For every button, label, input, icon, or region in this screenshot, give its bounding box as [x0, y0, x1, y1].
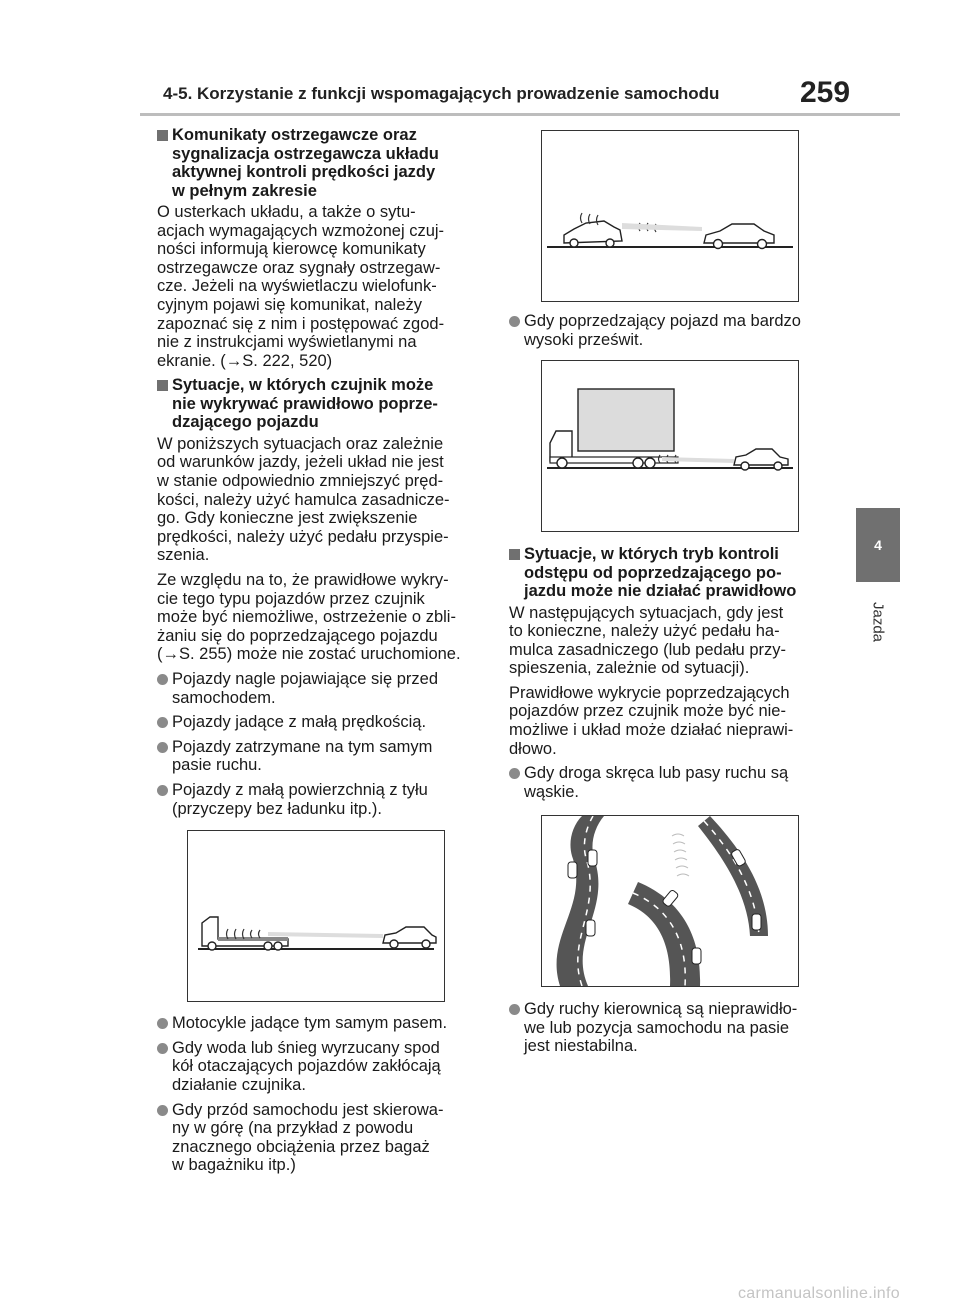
section-heading-sensor	[157, 376, 490, 432]
text-line: jazdu może nie działać prawidłowo	[524, 582, 797, 600]
chapter-tab[interactable]	[856, 508, 900, 582]
list-item	[157, 781, 490, 818]
text-line: ostrzegawcze oraz sygnały ostrzegaw-	[157, 258, 441, 277]
text-line: W poniższych sytuacjach oraz zależnie	[157, 434, 444, 453]
text-line: kół otaczających pojazdów zakłócają	[172, 1057, 441, 1076]
text-line: w bagażniku itp.)	[172, 1156, 296, 1175]
paragraph-detection	[509, 684, 829, 758]
text-line: sygnalizacja ostrzegawcza układu	[172, 144, 439, 163]
text-line: działanie czujnika.	[172, 1075, 306, 1094]
bullet-icon	[509, 316, 520, 327]
illustration-trailer	[187, 830, 445, 1002]
right-column-bottom	[509, 1000, 829, 1062]
heading-square-icon	[157, 380, 168, 391]
watermark: carmanualsonline.info	[738, 1285, 900, 1302]
text-line: Sytuacje, w których tryb kontroli	[524, 545, 779, 563]
right-column-lower	[509, 545, 829, 807]
text-line: samochodem.	[172, 688, 276, 707]
text-line: Komunikaty ostrzegawcze oraz	[172, 126, 417, 144]
text-line: Ze względu na to, że prawidłowe wykry-	[157, 571, 449, 589]
text-line: ekranie. (→S. 222, 520)	[157, 351, 333, 370]
text-line: szenia.	[157, 546, 210, 565]
bullet-icon	[157, 742, 168, 753]
text-line: wąskie.	[524, 782, 580, 801]
chapter-tab-label-box	[868, 592, 888, 652]
chapter-title: 4-5. Korzystanie z funkcji wspomagających prowadzenie samochodu	[163, 84, 720, 103]
text-line: ności informują kierowcę komunikaty	[157, 240, 426, 259]
text-line: Pojazdy zatrzymane na tym samym	[172, 737, 433, 756]
text-line: żaniu się do poprzedzającego pojazdu	[157, 626, 438, 645]
text-line: pojazdów przez czujnik może być nie-	[509, 702, 786, 721]
text-line: Gdy droga skręca lub pasy ruchu są	[524, 764, 789, 783]
bullet-icon	[157, 1018, 168, 1029]
text-line: cyjnym pojawi się komunikat, należy	[157, 295, 423, 314]
text-line: wysoki prześwit.	[524, 330, 644, 349]
list-item	[157, 1039, 490, 1095]
text-line: zapoznać się z nim i postępować zgod-	[157, 314, 445, 333]
text-line: acjach wymagających wzmożonej czuj-	[157, 221, 445, 240]
text-line: go. Gdy konieczne jest zwiększenie	[157, 509, 418, 528]
list-item	[157, 1014, 490, 1033]
page-number: 259	[800, 76, 851, 109]
list-item	[157, 1101, 490, 1175]
paragraph-pedal	[509, 604, 829, 678]
right-column	[509, 312, 829, 355]
text-line: mulca zasadniczego (lub pedału przy-	[509, 640, 786, 659]
text-line: prędkości, należy użyć pedału przyspie-	[157, 527, 449, 546]
text-line: Pojazdy nagle pojawiające się przed	[172, 669, 438, 688]
text-line: we lub pozycja samochodu na pasie	[524, 1018, 790, 1037]
text-line: O usterkach układu, a także o sytu-	[157, 203, 416, 221]
text-line: kości, należy użyć hamulca zasadnicze-	[157, 490, 450, 509]
paragraph-approach-warning	[157, 571, 490, 664]
heading-square-icon	[509, 549, 520, 560]
text-line: znacznego obciążenia przez bagaż	[172, 1137, 430, 1156]
section-heading-distance-mode	[509, 545, 829, 601]
chapter-tab-label: Jazda	[869, 601, 887, 643]
list-item	[509, 1000, 829, 1056]
text-line: (→S. 255) może nie zostać uruchomione.	[157, 645, 461, 664]
header-divider	[140, 113, 900, 116]
text-line: jest niestabilna.	[524, 1037, 638, 1056]
text-line: Gdy przód samochodu jest skierowa-	[172, 1100, 444, 1119]
paragraph-warnings	[157, 203, 490, 370]
text-line: w pełnym zakresie	[172, 181, 317, 200]
text-line: (przyczepy bez ładunku itp.).	[172, 799, 383, 818]
text-line: dzającego pojazdu	[172, 413, 319, 432]
bullet-icon	[157, 674, 168, 685]
text-line: dłowo.	[509, 739, 557, 758]
text-line: to konieczne, należy użyć pedału ha-	[509, 622, 780, 641]
illustration-high-clearance-truck	[541, 360, 799, 532]
text-line: Sytuacje, w których czujnik może	[172, 376, 434, 395]
text-line: odstępu od poprzedzającego po-	[524, 563, 782, 582]
text-line: może być niemożliwe, ostrzeżenie o zbli-	[157, 608, 456, 627]
chapter-tab-number: 4	[874, 537, 882, 553]
list-item	[509, 764, 829, 801]
text-line: spieszenia, zależnie od sytuacji).	[509, 659, 750, 678]
illustration-nose-up	[541, 130, 799, 302]
text-line: cie tego typu pojazdów przez czujnik	[157, 589, 425, 608]
text-line: Motocykle jadące tym samym pasem.	[172, 1014, 448, 1033]
text-line: Pojazdy z małą powierzchnią z tyłu	[172, 780, 428, 799]
text-line: Gdy poprzedzający pojazd ma bardzo	[524, 312, 801, 330]
text-line: cze. Jeżeli na wyświetlaczu wielofunk-	[157, 277, 437, 296]
text-line: Prawidłowe wykrycie poprzedzających	[509, 683, 790, 702]
bullet-icon	[157, 717, 168, 728]
list-item	[509, 312, 829, 349]
text-line: Pojazdy jadące z małą prędkością.	[172, 713, 427, 732]
section-heading-warnings	[157, 126, 490, 200]
bullet-icon	[157, 1105, 168, 1116]
left-column	[157, 126, 490, 1181]
text-line: ny w górę (na przykład z powodu	[172, 1119, 414, 1138]
bullet-icon	[509, 768, 520, 779]
text-line: od warunków jazdy, jeżeli układ nie jest	[157, 453, 444, 472]
text-line: pasie ruchu.	[172, 756, 262, 775]
illustration-curves	[541, 815, 799, 987]
text-line: możliwe i układ może działać nieprawi-	[509, 721, 794, 740]
list-item	[157, 713, 490, 732]
list-item	[157, 670, 490, 707]
bullet-icon	[157, 1043, 168, 1054]
text-line: aktywnej kontroli prędkości jazdy	[172, 163, 436, 181]
heading-square-icon	[157, 130, 168, 141]
bullet-icon	[509, 1004, 520, 1015]
text-line: w stanie odpowiednio zmniejszyć pręd-	[157, 472, 444, 491]
text-line: Gdy woda lub śnieg wyrzucany spod	[172, 1038, 440, 1057]
paragraph-brake	[157, 435, 490, 565]
text-line: nie z instrukcjami wyświetlanymi na	[157, 333, 417, 352]
text-line: nie wykrywać prawidłowo poprze-	[172, 394, 438, 413]
list-item	[157, 738, 490, 775]
text-line: Gdy ruchy kierownicą są nieprawidło-	[524, 1000, 798, 1018]
bullet-icon	[157, 785, 168, 796]
text-line: W następujących sytuacjach, gdy jest	[509, 603, 784, 622]
